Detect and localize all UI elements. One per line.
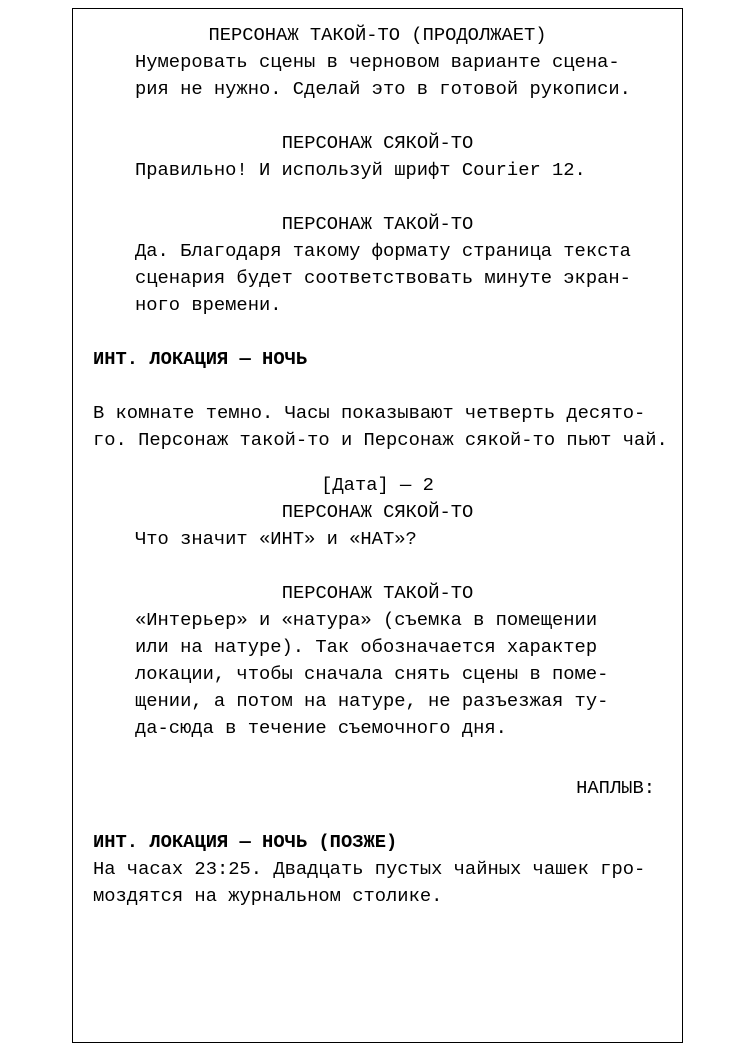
dialogue-line: да-сюда в течение съемочного дня.: [135, 717, 507, 739]
dialogue-line: щении, а потом на натуре, не разъезжая ту-: [135, 690, 609, 712]
character-cue-text: ПЕРСОНАЖ ТАКОЙ-ТО: [281, 213, 474, 235]
dialogue-block: [135, 607, 682, 742]
transition: [73, 775, 655, 802]
character-cue: [73, 499, 682, 526]
dialogue-line: рия не нужно. Сделай это в готовой рукописи.: [135, 78, 631, 100]
dialogue-line: Да. Благодаря такому формату страница текста: [135, 240, 631, 262]
character-cue: [73, 580, 682, 607]
scene-heading-text: ИНТ. ЛОКАЦИЯ — НОЧЬ (ПОЗЖЕ): [93, 831, 398, 853]
transition-text: НАПЛЫВ:: [576, 777, 655, 799]
scene-heading: [93, 829, 682, 856]
character-cue: [73, 211, 682, 238]
character-cue-text: ПЕРСОНАЖ СЯКОЙ-ТО: [281, 132, 474, 154]
screenplay-page: [72, 8, 683, 1043]
dialogue-block: [135, 238, 682, 319]
action-line: На часах 23:25. Двадцать пустых чайных чашек гро-: [93, 858, 646, 880]
character-cue: [73, 22, 682, 49]
dialogue-line: сценария будет соответствовать минуте экран-: [135, 267, 631, 289]
action-line: моздятся на журнальном столике.: [93, 885, 443, 907]
scene-heading: [93, 346, 682, 373]
dialogue-line: ного времени.: [135, 294, 282, 316]
dialogue-line: локации, чтобы сначала снять сцены в поме-: [135, 663, 609, 685]
action-line: го. Персонаж такой-то и Персонаж сякой-то пьют чай.: [93, 429, 668, 451]
dialogue-line: Что значит «ИНТ» и «НАТ»?: [135, 528, 417, 550]
dialogue-block: [135, 526, 682, 553]
dialogue-block: [135, 49, 682, 103]
action-block: [93, 400, 674, 454]
dialogue-line: Нумеровать сцены в черновом варианте сцена-: [135, 51, 620, 73]
action-block: [93, 856, 674, 910]
character-cue-text: ПЕРСОНАЖ ТАКОЙ-ТО: [281, 582, 474, 604]
dialogue-line: «Интерьер» и «натура» (съемка в помещении: [135, 609, 598, 631]
character-cue-text: ПЕРСОНАЖ ТАКОЙ-ТО (ПРОДОЛЖАЕТ): [208, 24, 547, 46]
page-number-marker: [73, 472, 682, 499]
action-line: В комнате темно. Часы показывают четверть десято-: [93, 402, 646, 424]
character-cue-text: ПЕРСОНАЖ СЯКОЙ-ТО: [281, 501, 474, 523]
page-number-text: [Дата] — 2: [321, 474, 434, 496]
character-cue: [73, 130, 682, 157]
dialogue-line: Правильно! И используй шрифт Courier 12.: [135, 159, 586, 181]
scene-heading-text: ИНТ. ЛОКАЦИЯ — НОЧЬ: [93, 348, 308, 370]
dialogue-block: [135, 157, 682, 184]
dialogue-line: или на натуре). Так обозначается характер: [135, 636, 598, 658]
